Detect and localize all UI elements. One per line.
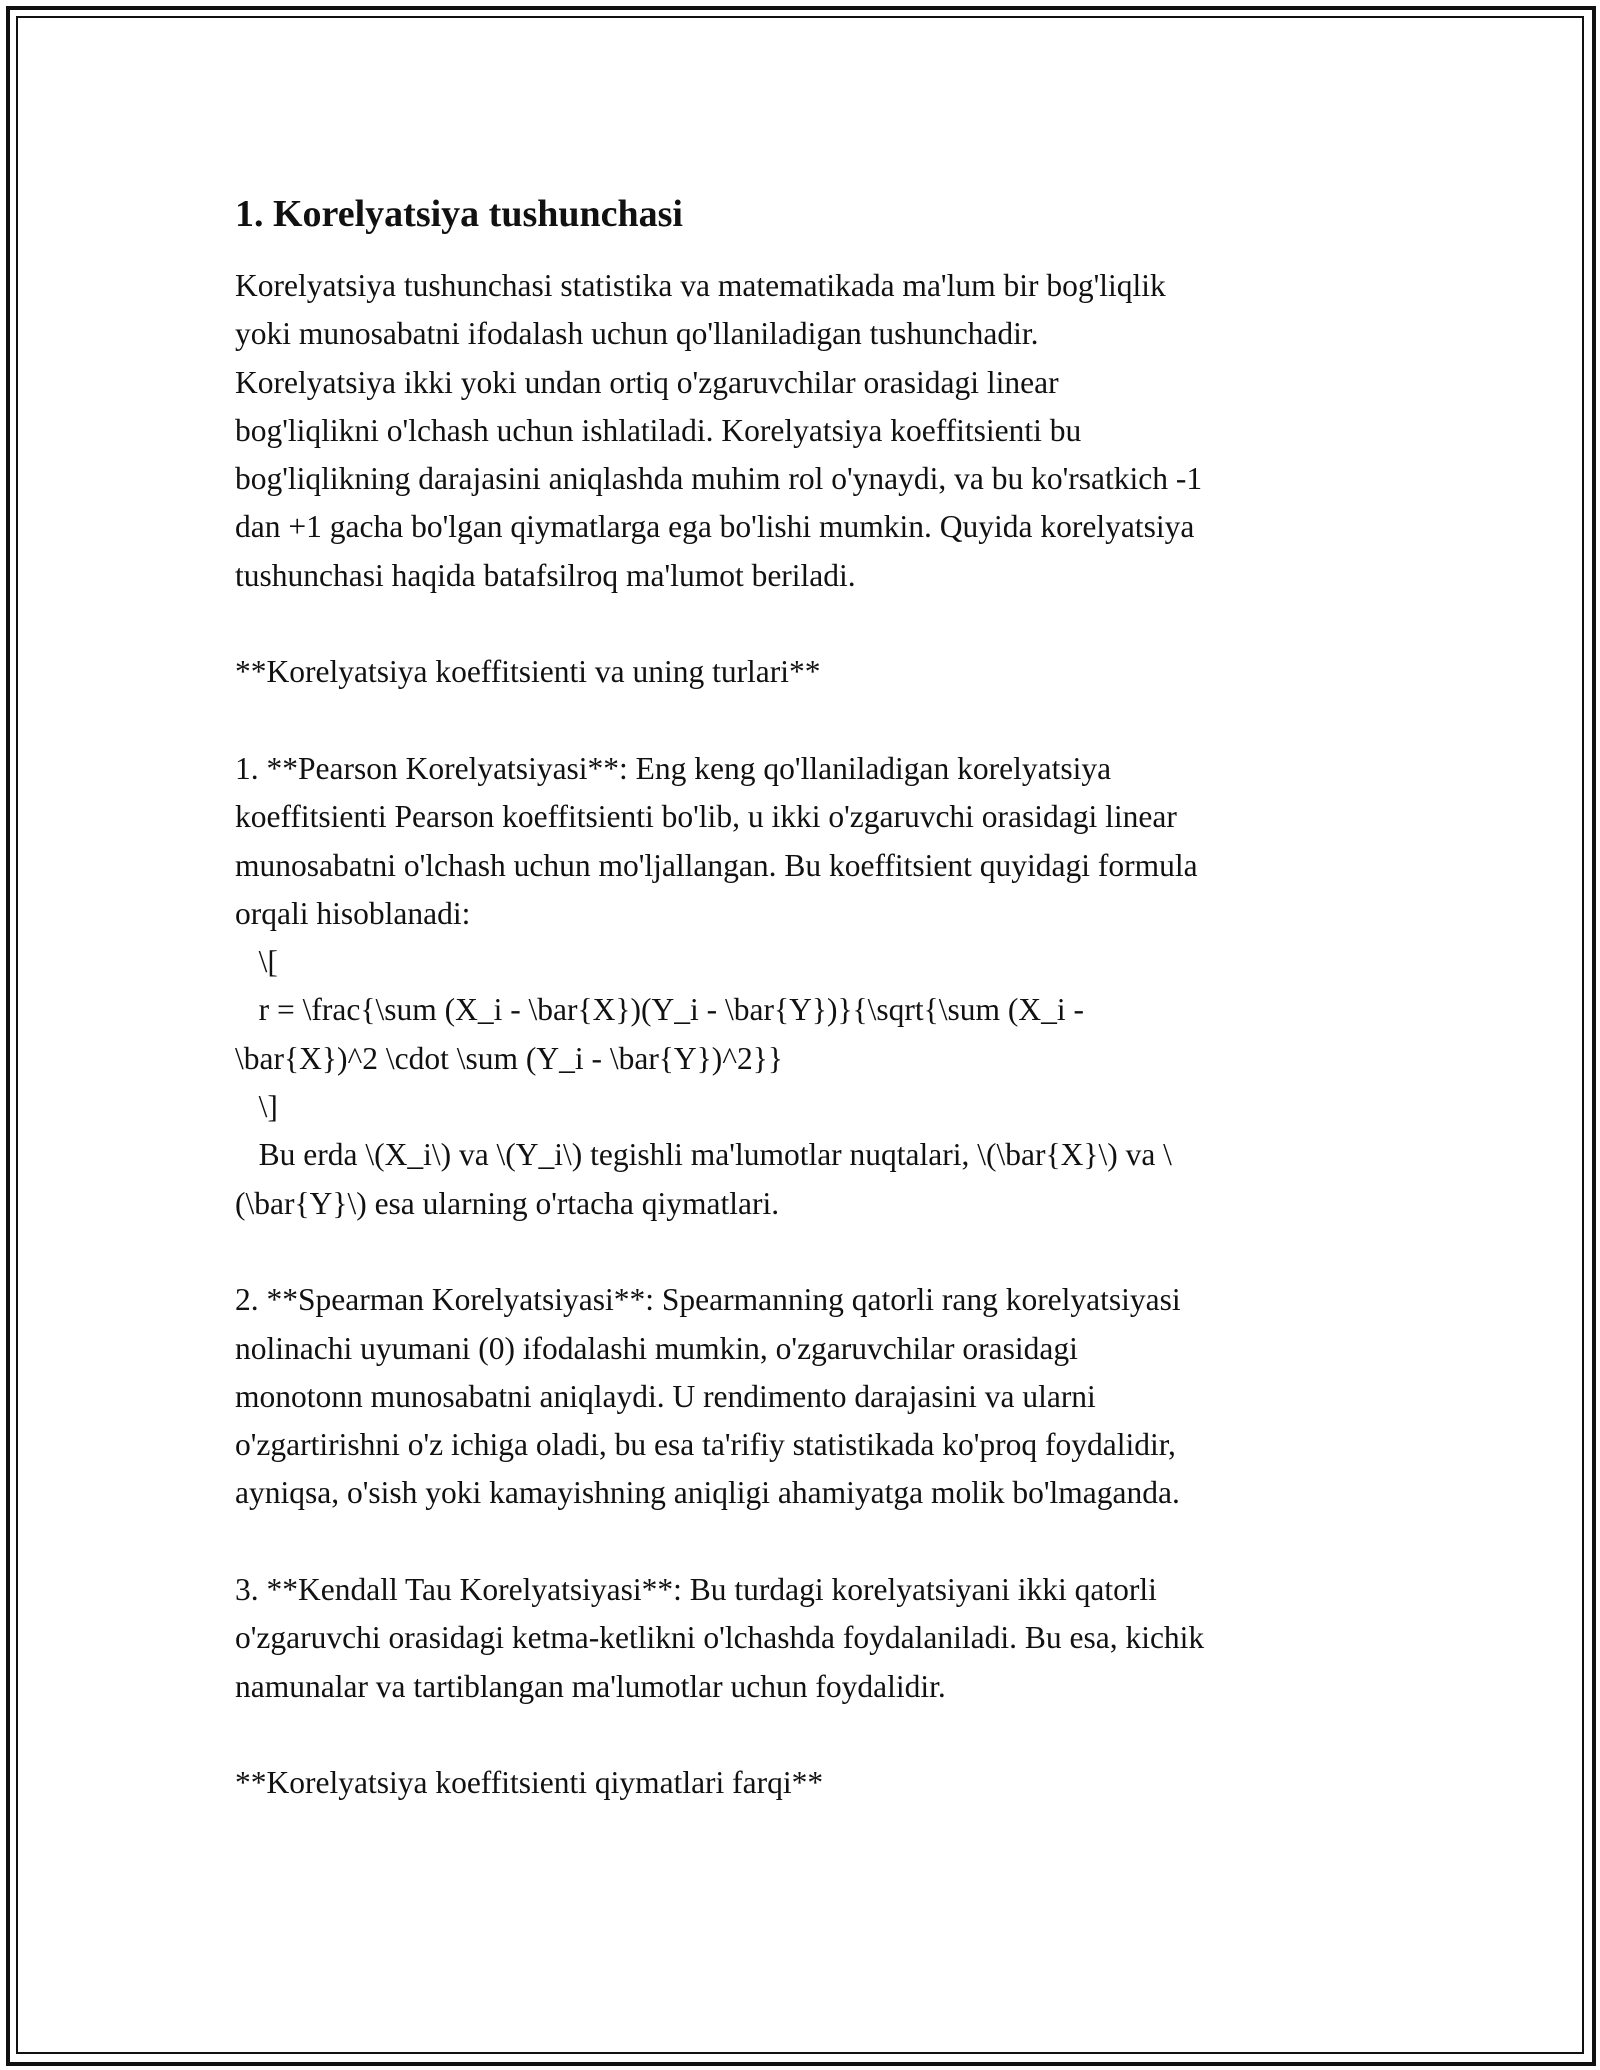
section-heading-types: **Korelyatsiya koeffitsienti va uning turlari** <box>235 654 821 690</box>
document-title: 1. Korelyatsiya tushunchasi <box>235 193 683 235</box>
spearman-paragraph: 2. **Spearman Korelyatsiyasi**: Spearmanning qatorli rang korelyatsiyasi nolinachi uyumani (0) ifodalashi mumkin, o'zgaruvchilar orasidagi monotonn munosabatni aniqlaydi. U rendimento darajasini va ularni o'zgartirishni o'z ichiga oladi, bu esa ta'rifiy statistikada ko'proq foydalidir, ayniqsa, o'sish yoki kamayishning aniqligi ahamiyatga molik bo'lmaganda. <box>235 1282 1181 1511</box>
paragraph-gap <box>235 600 1375 648</box>
paragraph-gap <box>235 1228 1375 1276</box>
document-body <box>235 190 1375 1808</box>
intro-paragraph: Korelyatsiya tushunchasi statistika va matematikada ma'lum bir bog'liqlik yoki munosabatni ifodalash uchun qo'llaniladigan tushunchadir. Korelyatsiya ikki yoki undan ortiq o'zgaruvchilar orasidagi linear bog'liqlikni o'lchash uchun ishlatiladi. Korelyatsiya koeffitsienti bu bog'liqlikning darajasini aniqlashda muhim rol o'ynaydi, va bu ko'rsatkich -1 dan +1 gacha bo'lgan qiymatlarga ega bo'lishi mumkin. Quyida korelyatsiya tushunchasi haqida batafsilroq ma'lumot beriladi. <box>235 268 1203 593</box>
kendall-paragraph: 3. **Kendall Tau Korelyatsiyasi**: Bu turdagi korelyatsiyani ikki qatorli o'zgaruvchi orasidagi ketma-ketlikni o'lchashda foydalaniladi. Bu esa, kichik namunalar va tartiblangan ma'lumotlar uchun foydalidir. <box>235 1572 1205 1704</box>
paragraph-gap <box>235 697 1375 745</box>
pearson-paragraph: 1. **Pearson Korelyatsiyasi**: Eng keng qo'llaniladigan korelyatsiya koeffitsienti Pearson koeffitsienti bo'lib, u ikki o'zgaruvchi orasidagi linear munosabatni o'lchash uchun mo'ljallangan. Bu koeffitsient quyidagi formula orqali hisoblanadi: \[ r = \frac{\sum (X_i - \bar{X})(Y_i - \bar{Y})}{\sqrt{\sum (X_i - \bar{X})^2 \cdot \sum (Y_i - \bar{Y})^2}} \] Bu erda \(X_i\) va \(Y_i\) tegishli ma'lumotlar nuqtalari, \(\bar{X}\) va \ (\bar{Y}\) esa ularning o'rtacha qiymatlari. <box>235 750 1198 1221</box>
section-heading-values: **Korelyatsiya koeffitsienti qiymatlari farqi** <box>235 1765 824 1801</box>
paragraph-gap <box>235 1711 1375 1759</box>
paragraph-gap <box>235 1518 1375 1566</box>
